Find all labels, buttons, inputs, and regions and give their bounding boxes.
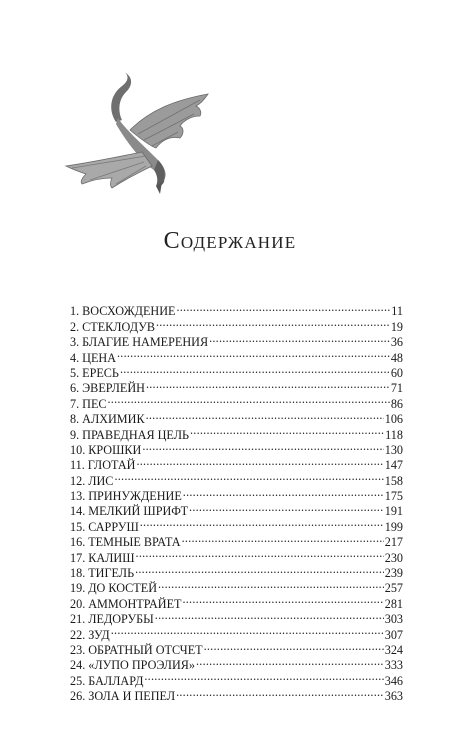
dot-leader [196,654,384,669]
dot-leader [182,531,384,546]
toc-entry-title: ТИГЕЛЬ [88,566,135,581]
dot-leader [142,439,383,454]
toc-entry-page: 19 [390,319,403,334]
toc-entry-title: ПРАВЕДНАЯ ЦЕЛЬ [82,427,189,442]
toc-entry-number: 2. [70,319,80,334]
dot-leader [182,592,383,607]
toc-entry-number: 24. [70,658,86,673]
toc-entry-number: 6. [70,381,80,396]
dot-leader [140,515,384,530]
toc-entry-title: ЭВЕРЛЕЙН [82,381,145,396]
dot-leader [136,454,383,469]
toc-entry-page: 199 [384,519,403,534]
dot-leader [190,423,384,438]
toc-entry-number: 11. [70,458,85,473]
toc-entry-title: «ЛУПО ПРОЭЛИЯ» [88,658,195,673]
toc-entry-number: 13. [70,489,86,504]
toc-entry-page: 60 [390,365,403,380]
toc-entry-number: 15. [70,519,86,534]
toc-entry-title: АММОНТРАЙЕТ [88,596,182,611]
toc-entry-title: ДО КОСТЕЙ [88,581,157,596]
toc-entry-page: 48 [390,350,403,365]
dot-leader [155,608,384,623]
toc-entry-page: 307 [384,627,403,642]
toc-entry-number: 26. [70,689,86,704]
dot-leader [146,377,390,392]
dot-leader [158,577,384,592]
dot-leader [156,315,390,330]
toc-entry[interactable] [70,392,403,411]
toc-entry-title: ЛИС [88,473,114,488]
dot-leader [209,331,390,346]
toc-entry[interactable] [70,300,403,319]
toc-entry-number: 1. [70,304,80,319]
toc-entry-page: 191 [384,504,403,519]
toc-entry-page: 333 [384,658,403,673]
toc-entry-page: 303 [384,612,403,627]
dot-leader [144,669,383,684]
toc-entry-page: 36 [390,335,403,350]
dot-leader [111,623,384,638]
dot-leader [120,362,390,377]
toc-entry[interactable] [70,639,403,657]
toc-entry[interactable] [70,362,403,380]
toc-entry-page: 346 [384,673,403,688]
toc-entry-title: ЦЕНА [82,350,116,365]
toc-entry[interactable] [70,623,403,642]
dragon-icon [60,70,220,195]
toc-entry-number: 17. [70,550,86,565]
toc-entry-title: АЛХИМИК [82,412,145,427]
toc-entry-page: 239 [384,566,403,581]
dot-leader [114,469,383,484]
toc-entry-number: 7. [70,396,80,411]
toc-entry-number: 12. [70,473,86,488]
toc-entry-page: 118 [385,427,403,442]
toc-entry-number: 3. [70,335,80,350]
toc-entry-page: 11 [391,304,403,319]
toc-entry-page: 71 [390,381,403,396]
dot-leader [108,392,390,407]
dot-leader [117,346,390,361]
toc-entry-page: 363 [384,689,403,704]
toc-entry-title: ВОСХОЖДЕНИЕ [82,304,176,319]
toc-entry-number: 8. [70,412,80,427]
toc-entry-page: 86 [390,396,403,411]
dot-leader [204,639,384,654]
toc-entry-number: 21. [70,612,86,627]
toc-entry-number: 23. [70,642,86,657]
toc-entry[interactable] [70,469,403,488]
toc-entry-title: ЗОЛА И ПЕПЕЛ [88,689,176,704]
toc-entry-number: 5. [70,365,80,380]
page-title: Содержание [163,228,297,254]
toc-entry-title: ОБРАТНЫЙ ОТСЧЕТ [88,642,203,657]
toc-entry-number: 16. [70,535,86,550]
toc-entry-title: БЛАГИЕ НАМЕРЕНИЯ [82,335,209,350]
toc-entry-number: 25. [70,673,86,688]
toc-entry-number: 14. [70,504,86,519]
toc-entry-page: 130 [384,442,403,457]
toc-entry-title: ПРИНУЖДЕНИЕ [88,489,182,504]
toc-entry-number: 4. [70,350,80,365]
toc-entry-title: САРРУШ [88,519,139,534]
toc-entry-title: ЕРЕСЬ [82,365,119,380]
toc-entry-page: 106 [384,412,403,427]
toc-entry-number: 9. [70,427,80,442]
toc-entry[interactable] [70,377,403,396]
toc-entry-number: 19. [70,581,86,596]
toc-entry-number: 20. [70,596,86,611]
toc-entry-page: 217 [384,535,403,550]
toc-entry[interactable] [70,346,403,365]
toc-entry-title: МЕЛКИЙ ШРИФТ [88,504,189,519]
toc-entry-title: ЛЕДОРУБЫ [88,612,154,627]
toc-entry-title: ТЕМНЫЕ ВРАТА [88,535,181,550]
toc-entry-page: 147 [384,458,403,473]
toc-entry-page: 175 [384,489,403,504]
dot-leader [136,546,384,561]
dot-leader [189,500,384,515]
toc-entry-page: 324 [384,642,403,657]
toc-entry-number: 10. [70,442,86,457]
toc-entry-page: 230 [384,550,403,565]
toc-entry-number: 18. [70,566,86,581]
toc-entry[interactable] [70,485,403,504]
toc-entry-title: БАЛЛАРД [88,673,144,688]
toc-entry-title: ПЕС [82,396,107,411]
toc-entry-page: 281 [384,596,403,611]
toc-entry[interactable] [70,408,403,427]
toc-entry-page: 158 [384,473,403,488]
dot-leader [183,485,384,500]
toc-entry-title: ГЛОТАЙ [87,458,136,473]
toc-entry-number: 22. [70,627,86,642]
dot-leader [176,685,384,700]
toc-entry-title: СТЕКЛОДУВ [82,319,155,334]
table-of-contents [70,300,403,704]
toc-entry-title: ЗУД [88,627,110,642]
toc-entry-page: 257 [384,581,403,596]
dot-leader [135,562,384,577]
toc-entry-title: КАЛИШ [88,550,135,565]
dot-leader [146,408,384,423]
toc-entry-title: КРОШКИ [88,442,142,457]
dot-leader [176,300,390,315]
